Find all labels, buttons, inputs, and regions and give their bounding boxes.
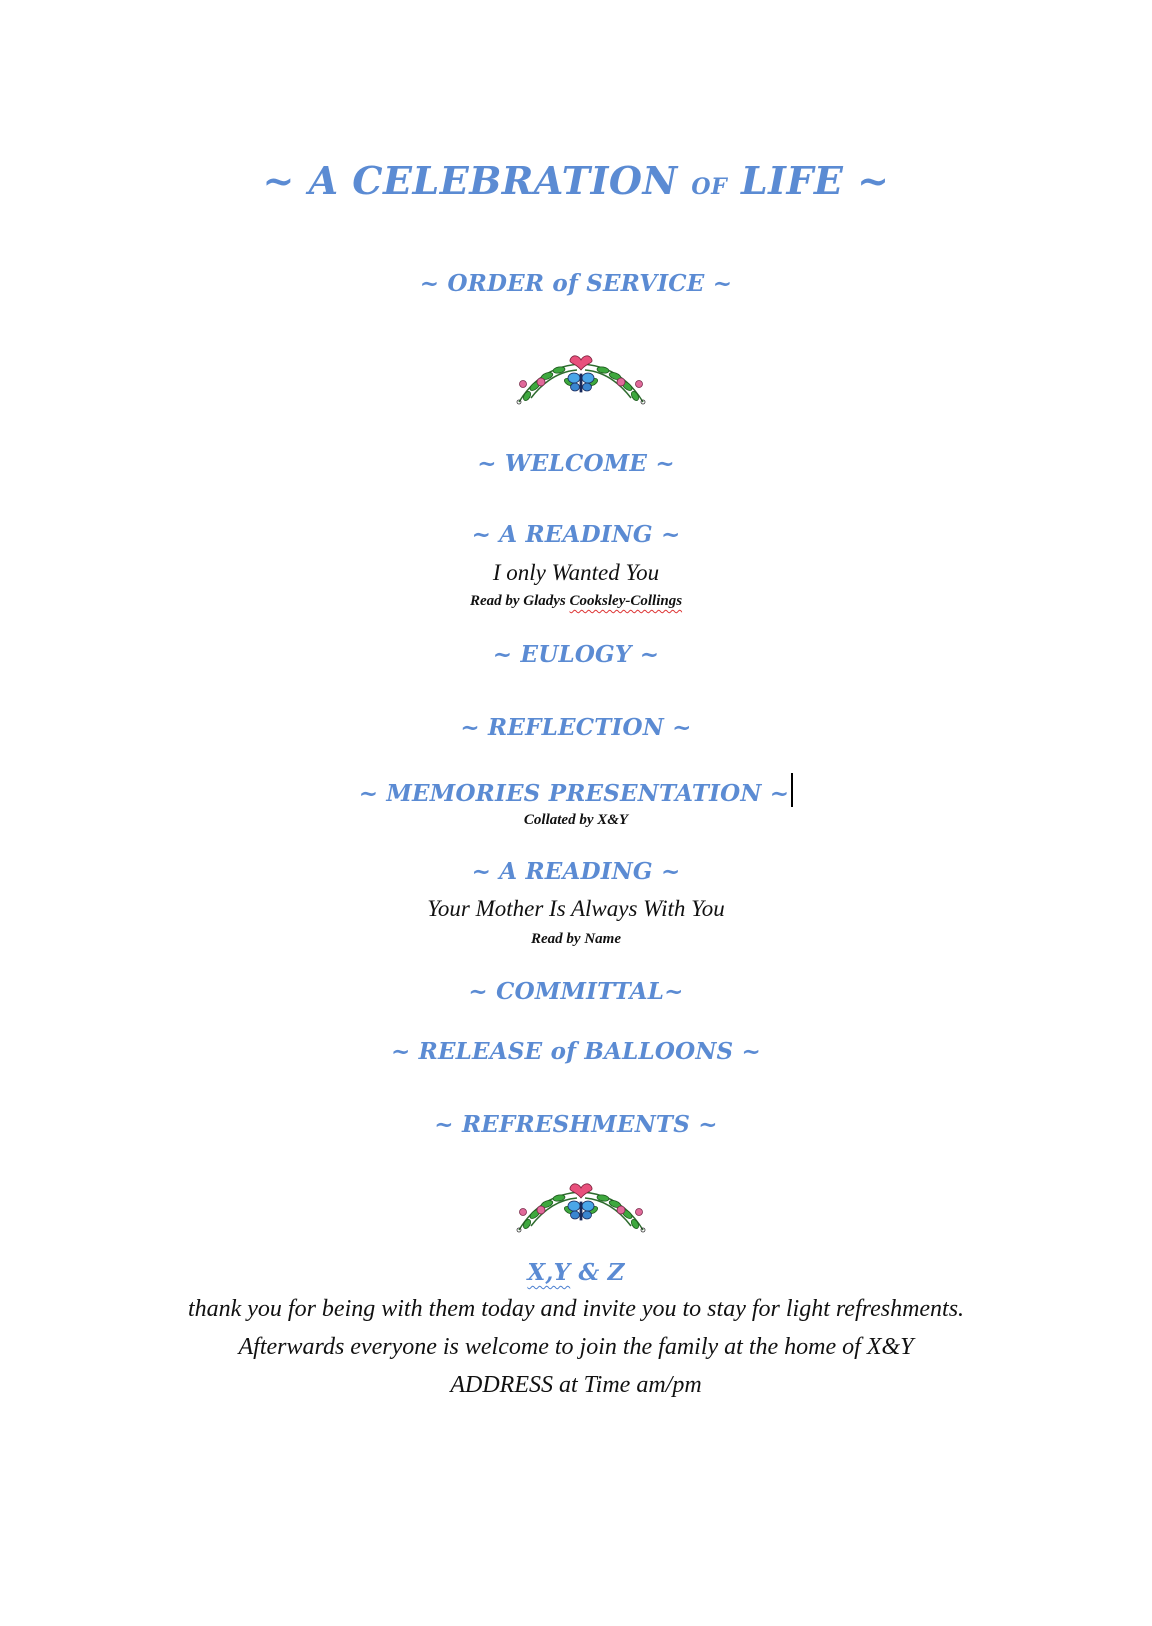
balloons-heading: ~ RELEASE of BALLOONS ~	[390, 1038, 762, 1065]
memories-heading-text: ~ MEMORIES PRESENTATION ~	[358, 780, 790, 807]
reading-1-credit-name: Cooksley-Collings	[569, 593, 683, 609]
text-cursor	[791, 773, 793, 807]
memories-credit: Collated by X&Y	[523, 812, 629, 828]
reflection-heading: ~ REFLECTION ~	[460, 714, 692, 741]
reading-1-title: I only Wanted You	[492, 560, 660, 585]
floral-ornament-icon	[511, 1180, 651, 1236]
closing-line-1: thank you for being with them today and invite you to stay for light refreshments.	[187, 1296, 965, 1322]
title-suffix: LIFE ~	[727, 158, 890, 203]
closing-names-z: & Z	[570, 1259, 625, 1286]
reading-1-heading: ~ A READING ~	[471, 521, 681, 548]
order-of-service-heading: ~ ORDER of SERVICE ~	[419, 270, 733, 297]
title-prefix: ~ A CELEBRATION	[262, 158, 692, 203]
reading-1-credit	[0, 593, 1152, 610]
reading-2-heading: ~ A READING ~	[471, 858, 681, 885]
refreshments-heading: ~ REFRESHMENTS ~	[434, 1111, 718, 1138]
closing-names-xy: X,Y	[527, 1259, 571, 1286]
title-of: OF	[691, 174, 728, 200]
closing-line-2: Afterwards everyone is welcome to join the family at the home of X&Y	[238, 1334, 914, 1360]
reading-2-title: Your Mother Is Always With You	[427, 896, 725, 921]
eulogy-heading: ~ EULOGY ~	[492, 641, 660, 668]
welcome-heading: ~ WELCOME ~	[477, 450, 675, 477]
memories-heading	[0, 773, 1152, 807]
page-title	[0, 158, 1152, 203]
floral-ornament-icon	[511, 352, 651, 408]
reading-2-credit: Read by Name	[531, 931, 621, 947]
reading-1-credit-prefix: Read by Gladys	[469, 593, 570, 609]
committal-heading: ~ COMMITTAL~	[468, 978, 684, 1005]
closing-names	[0, 1259, 1152, 1286]
closing-line-3: ADDRESS at Time am/pm	[450, 1372, 702, 1398]
